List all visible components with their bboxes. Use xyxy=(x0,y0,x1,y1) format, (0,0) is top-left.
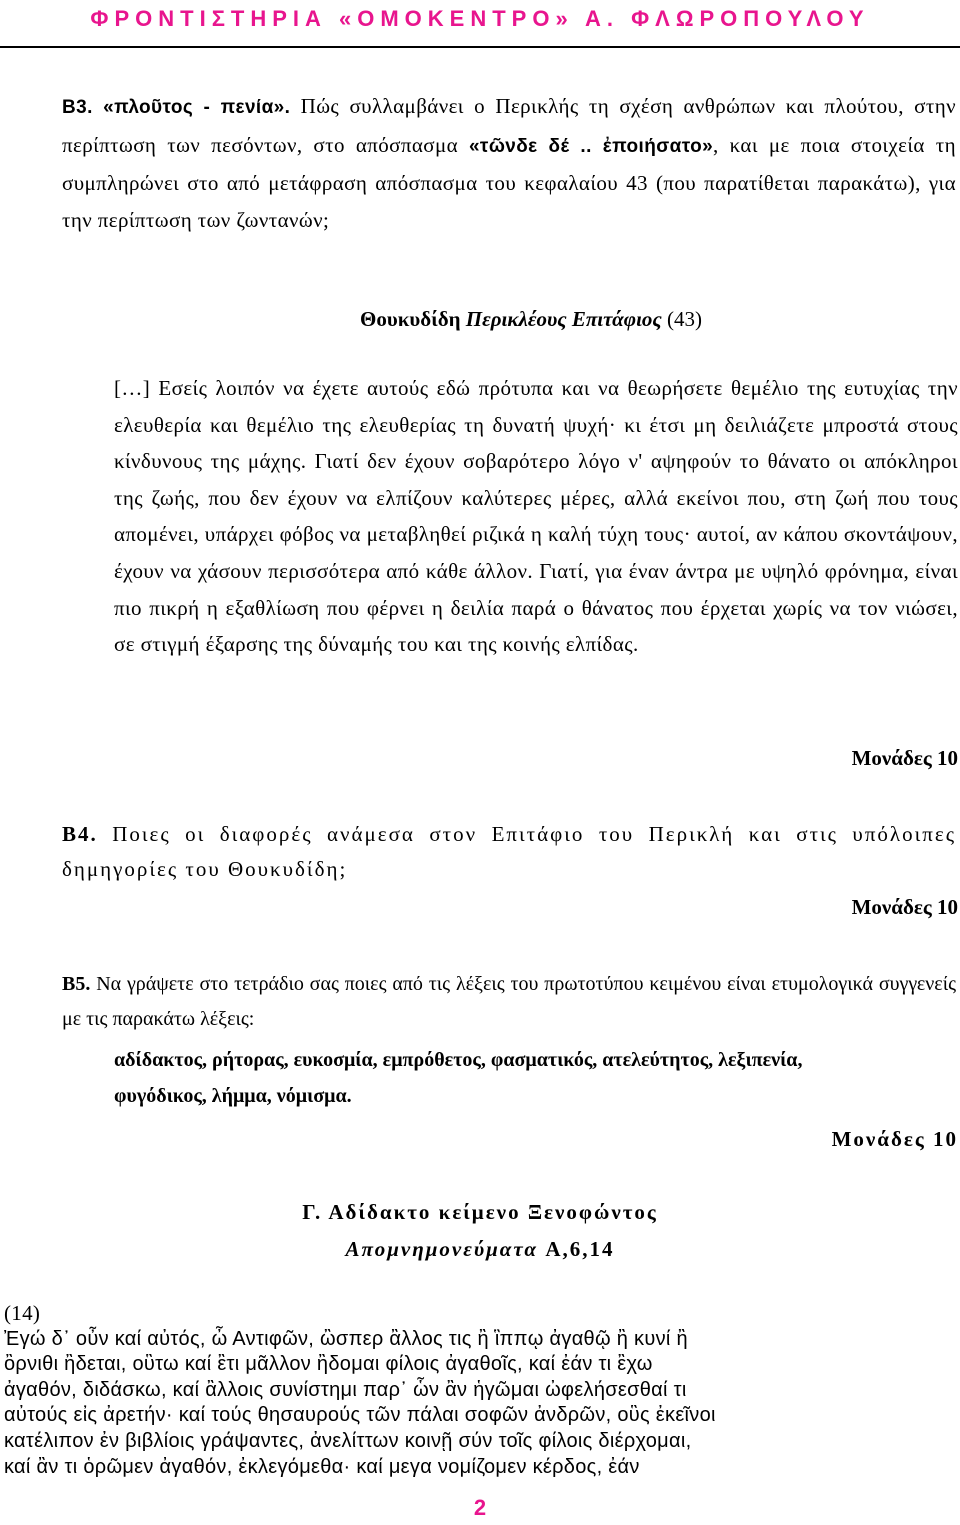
source-work: Περικλέους Επιτάφιος xyxy=(465,307,662,331)
work-title: Απομνημονεύματα xyxy=(345,1237,539,1261)
b3-quote-2: «τῶνδε δέ .. ἐποιήσατο» xyxy=(468,135,714,157)
source-chapter: (43) xyxy=(667,307,703,331)
greek-line: ἀγαθόν, διδάσκω, καί ἂλλοις συνίστημι παρ᾽ ὧν ἂν ἡγῶμαι ὠφελήσεσθαί τι xyxy=(4,1378,687,1401)
b3-source xyxy=(360,307,702,332)
b3-points: Μονάδες 10 xyxy=(851,746,958,770)
greek-line: ὂρνιθι ἢδεται, οὓτω καί ἒτι μᾶλλον ἢδομαι φίλοις ἀγαθοῖς, καί ἐάν τι ἒχω xyxy=(4,1353,653,1376)
b5-label: Β5. xyxy=(62,973,91,995)
b3-quote: «πλοῦτος - πενία». xyxy=(103,97,291,118)
b3-label: Β3. xyxy=(62,97,93,118)
b4-points: Μονάδες 10 xyxy=(851,895,958,919)
greek-line: Ἐγώ δ᾽ οὖν καί αὐτός, ὦ Αντιφῶν, ὢσπερ ἂλλος τις ἢ ἳππῳ ἀγαθῷ ἢ κυνί ἢ xyxy=(4,1327,688,1350)
b5-text: Να γράψετε στο τετράδιο σας ποιες από τις λέξεις του πρωτοτύπου κειμένου είναι ετυμολογικά συγγενείς με τις παρακάτω λέξεις: xyxy=(62,973,956,1030)
question-b5 xyxy=(62,967,956,1037)
greek-line: αὐτούς εἰς ἀρετήν· καί τούς θησαυρούς τῶν πάλαι σοφῶν ἀνδρῶν, οὓς ἐκεῖνοι xyxy=(4,1404,716,1427)
page-number: 2 xyxy=(473,1495,487,1520)
greek-number: (14) xyxy=(4,1301,41,1325)
greek-line: κατέλιπον ἐν βιβλίοις γράψαντες, ἀνελίττων κοινῇ σύν τοῖς φίλοις διέρχομαι, xyxy=(4,1429,692,1452)
section-g-work xyxy=(0,1237,960,1262)
b4-text: Ποιες οι διαφορές ανάμεσα στον Επιτάφιο του Περικλή και στις υπόλοιπες δημηγορίες του Θουκυδίδη; xyxy=(62,822,957,881)
source-author: Θουκυδίδη xyxy=(360,307,461,331)
question-b3 xyxy=(62,88,956,238)
greek-text xyxy=(4,1301,956,1480)
greek-line: καί ἂν τι ὁρῶμεν ἀγαθόν, ἐκλεγόμεθα· καί μεγα νομίζομεν κέρδος, ἐάν xyxy=(4,1455,640,1478)
header-rule xyxy=(0,46,960,48)
b3-text-2: , και με ποια στοιχεία τη συμπληρώνει στο από μετάφραση απόσπασμα του κεφαλαίου 43 (που παρατίθεται παρακάτω), για την περίπτωση των ζωντανών; xyxy=(62,132,956,232)
b3-translation: […] Εσείς λοιπόν να έχετε αυτούς εδώ πρότυπα και να θεωρήσετε θεμέλιο της ευτυχίας την ελευθερία και θεμέλιο της ελευθερίας τη δυνατή ψυχή· κι έτσι μη δειλιάζετε μπροστά στους κίνδυνους της μάχης. Γιατί δεν έχουν σοβαρότερο λόγο ν' αψηφούν το θάνατο οι απόκληροι της ζωής, που δεν έχουν να ελπίζουν καλύτερες μέρες, αλλά εκείνοι που, στη ζωή που τους απομένει, υπάρχει φόβος να μεταβληθεί ριζικά η καλή τύχη τους· αυτοί, αν κάπου σκοντάψουν, έχουν να χάσουν περισσότερα από κάθε άλλον. Γιατί, για έναν άντρα με υψηλό φρόνημα, είναι πιο πικρή η εξαθλίωση που φέρνει η δειλία παρά ο θάνατος που έρχεται χωρίς να τον νιώσει, σε στιγμή έξαρσης της δύναμής του και της κοινής ελπίδας. xyxy=(114,376,958,657)
b5-words: αδίδακτος, ρήτορας, ευκοσμία, εμπρόθετος, φασματικός, ατελεύτητος, λεξιπενία, φυγόδικος, λήμμα, νόμισμα. xyxy=(114,1049,803,1107)
section-g-title: Γ. Αδίδακτο κείμενο Ξενοφώντος xyxy=(302,1200,658,1224)
question-b4 xyxy=(62,817,956,887)
b5-points: Μονάδες 10 xyxy=(831,1127,958,1151)
page-header: ΦΡΟΝΤΙΣΤΗΡΙΑ «ΟΜΟΚΕΝΤΡΟ» Α. ΦΛΩΡΟΠΟΥΛΟΥ xyxy=(90,6,870,31)
b4-label: Β4. xyxy=(62,822,98,846)
work-reference: Α,6,14 xyxy=(545,1237,615,1261)
b3-text-1: Πώς συλλαμβάνει ο Περικλής τη σχέση ανθρώπων και πλούτου, στην περίπτωση των πεσόντων, στο απόσπασμα xyxy=(62,94,956,157)
